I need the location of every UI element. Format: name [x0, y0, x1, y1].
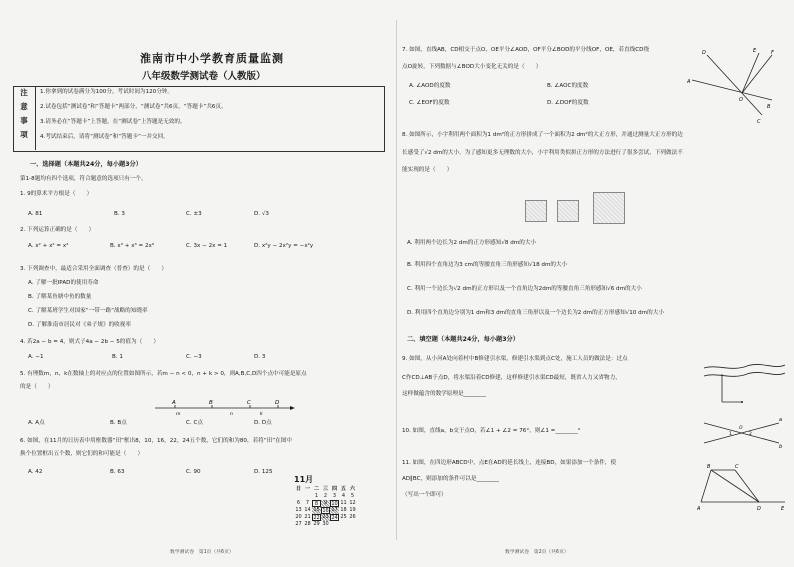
axis-var-m: m — [176, 412, 181, 417]
q4-option-b: B. 1 — [112, 354, 123, 360]
q5-option-c: C. C点 — [186, 420, 203, 426]
calendar-day: 18 — [340, 507, 347, 513]
q11-answer-blank[interactable]: ________ — [476, 476, 499, 482]
exam-subtitle: 八年级数学测试卷（人教版） — [142, 71, 266, 82]
calendar-day: 24 — [331, 515, 338, 521]
q9-answer-blank[interactable]: ________ — [463, 391, 486, 397]
q11-stem-line2: AD∥BC，则添加的条件可以是________ — [402, 476, 499, 482]
calendar-day: 10 — [331, 501, 338, 507]
november-calendar — [294, 474, 360, 528]
calendar-day: 13 — [295, 507, 302, 513]
axis-label-d: D — [275, 400, 280, 406]
q7-option-b: B. ∠AOC的度数 — [547, 83, 589, 89]
q8-option-a: A. 利用两个边长为2 dm的正方形感知√8 dm的大小 — [407, 240, 537, 246]
calendar-weekday: 五 — [340, 486, 346, 492]
calendar-day: 11 — [340, 500, 347, 506]
q6-option-b: B. 63 — [110, 469, 125, 475]
q5-option-d: D. D点 — [254, 420, 272, 426]
section1-intro: 第1-8题均有四个选项，符合题意的选项只有一个。 — [20, 176, 147, 182]
calendar-day: 5 — [350, 493, 355, 499]
q2-option-b: B. x³ + x³ = 2x⁶ — [110, 243, 155, 249]
calendar-day: 2 — [323, 493, 328, 499]
q2-stem: 2. 下列运算正确的是（ ） — [20, 227, 95, 233]
q10-stem-line: 10. 如图，直线a，b交于点O，若∠1 + ∠2 = 76°，则∠1 =________° — [402, 428, 581, 434]
calendar-day: 7 — [305, 500, 310, 506]
notice-item-3: 3.请务必在“答题卡”上答题，在“测试卷”上答题是无效的。 — [40, 119, 186, 125]
q2-option-d: D. x²y − 2x²y = −x²y — [254, 243, 314, 249]
q3-option-c: C. 了解某班学生对国家“一带一路”战略的知晓率 — [28, 308, 148, 314]
calendar-day: 12 — [349, 500, 356, 506]
q1-option-c: C. ±3 — [186, 211, 202, 217]
q8-option-d: D. 利用四个直角边分别为1 dm和3 dm的直角三角形以及一个边长为2 dm的正方形感知√10 dm的大小 — [407, 310, 664, 316]
q7-fig-label-f: F — [771, 50, 774, 56]
q8-stem-line3: 能实现的是（ ） — [402, 167, 453, 173]
q11-figure — [697, 462, 789, 512]
calendar-day: 21 — [304, 514, 311, 520]
calendar-weekday: 三 — [322, 486, 328, 492]
axis-var-n: n — [230, 412, 233, 417]
calendar-day: 8 — [312, 500, 321, 507]
q7-stem-line1: 7. 如图，直线AB，CD相交于点O，OE平分∠AOD，OF平分∠BOD的平分线OF，OE，若直线CD绕 — [402, 47, 650, 53]
calendar-day: 17 — [331, 507, 338, 513]
q5-stem-line2: 的是（ ） — [20, 384, 54, 390]
q8-stem-line2: 长感受了√2 dm的大小。为了感知更多无理数的大小，小宇利用类似拼正方形的方法进行了很多尝试，下列做法不 — [402, 150, 683, 156]
q2-option-a: A. x² + x² = x⁴ — [28, 243, 69, 249]
q10-figure — [699, 415, 784, 449]
q8-small-square-1 — [525, 200, 547, 222]
q9-stem-line2: C作CD⊥AB于点D，将水渠沿着CD修建，这样修建引水渠CD最短，既省人力又省物力， — [402, 375, 621, 381]
q1-option-b: B. 3 — [114, 211, 125, 217]
footer-left: 数学测试卷 第1页（共6页） — [170, 550, 234, 555]
calendar-day — [303, 493, 312, 500]
notice-item-1: 1.你拿到的试卷满分为100分，考试时间为120分钟。 — [40, 89, 173, 95]
q8-option-b: B. 利用四个直角边为3 cm的等腰直角三角形感知√18 dm的大小 — [407, 262, 568, 268]
calendar-day: 25 — [340, 514, 347, 520]
q8-option-c: C. 利用一个边长为√2 dm的正方形以及一个直角边为2dm的等腰直角三角形感知√6 dm的大小 — [407, 286, 642, 292]
q10-answer-blank[interactable]: ________° — [555, 428, 581, 434]
notice-item-2: 2.试卷包括“测试卷”和“答题卡”两部分，“测试卷”共6页，“答题卡”共6页。 — [40, 104, 227, 110]
axis-label-b: B — [209, 400, 213, 406]
footer-right: 数学测试卷 第2页（共6页） — [505, 550, 569, 555]
calendar-day: 14 — [304, 507, 311, 513]
q7-fig-label-o: O — [739, 97, 743, 103]
calendar-day: 9 — [321, 500, 330, 507]
calendar-day: 30 — [322, 521, 329, 527]
calendar-day — [348, 521, 357, 528]
axis-label-c: C — [247, 400, 251, 406]
axis-var-k: k — [260, 412, 263, 417]
q5-number-line — [150, 398, 300, 418]
calendar-day: 6 — [296, 500, 301, 506]
notice-label: 注 意 事 项 — [13, 86, 36, 150]
calendar-weekday: 二 — [313, 486, 319, 492]
q11-stem-line1: 11. 如图，在四边形ABCD中，点E在AD的延长线上，连接BD，如果添加一个条件，使 — [402, 460, 617, 466]
q11-fig-label-e: E — [781, 506, 785, 512]
q1-stem: 1. 9的算术平方根是（ ） — [20, 191, 93, 197]
calendar-day: 16 — [322, 508, 329, 514]
q6-stem-line2: 换个位置框出五个数，则它们的和可能是（ ） — [20, 451, 144, 457]
q4-stem: 4. 若2a − b = 4，则式子4a − 2b − 5的值为（ ） — [20, 339, 159, 345]
q11-fig-label-d: D — [757, 506, 761, 512]
calendar-weekday: 四 — [331, 486, 337, 492]
calendar-month: 11月 — [294, 475, 314, 484]
calendar-day: 15 — [313, 507, 320, 513]
q10-fig-label-2: 2 — [749, 432, 752, 437]
calendar-day: 3 — [332, 493, 337, 499]
calendar-day: 22 — [313, 515, 320, 521]
section1-heading: 一、选择题（本题共24分，每小题3分） — [30, 161, 142, 168]
notice-item-4: 4.考试结束后，请将“测试卷”和“答题卡”一并交回。 — [40, 134, 169, 140]
calendar-day: 29 — [313, 521, 320, 527]
axis-label-a: A — [172, 400, 176, 406]
q4-option-d: D. 3 — [254, 354, 266, 360]
calendar-day: 28 — [304, 521, 311, 527]
calendar-day — [339, 521, 348, 528]
q10-fig-label-b: b — [779, 444, 783, 449]
q9-stem-line3: 这样做蕴含的数学原理是________ — [402, 391, 486, 397]
q7-fig-label-d: D — [702, 50, 706, 56]
q6-stem-line1: 6. 如图，在11月的日历表中用框数器“田”框出8，10，16，22，24五个数，它们的和为80，若将“田”在图中 — [20, 438, 292, 444]
q7-option-a: A. ∠AOD的度数 — [409, 83, 451, 89]
q2-option-c: C. 3x − 2x = 1 — [186, 243, 228, 249]
q5-stem-line1: 5. 有理数m，n，k在数轴上的对应点的位置如图所示，若m − n < 0，n + k > 0，则A,B,C,D四个点中可能是原点 — [20, 371, 307, 377]
q11-fig-label-a: A — [697, 506, 701, 512]
q7-fig-label-a: A — [687, 79, 691, 85]
q7-option-d: D. ∠DOF的度数 — [547, 100, 589, 106]
calendar-weekday: 日 — [295, 486, 301, 492]
page-right — [397, 0, 794, 567]
q1-option-a: A. 81 — [28, 211, 43, 217]
q3-option-a: A. 了解一批IPAD的使用寿命 — [28, 280, 99, 286]
q8-small-square-2 — [557, 200, 579, 222]
q5-option-a: A. A点 — [28, 420, 45, 426]
exam-title: 淮南市中小学教育质量监测 — [140, 52, 284, 65]
q4-option-a: A. −1 — [28, 354, 44, 360]
calendar-day: 1 — [314, 493, 319, 499]
q3-stem: 3. 下列调查中，最适合采用全面调查（普查）的是（ ） — [20, 266, 167, 272]
q6-option-c: C. 90 — [186, 469, 201, 475]
q9-stem-line1: 9. 如图，从小河A处向着村中B修建引水渠，修建引水渠到点C处，施工人员的做法是：过点 — [402, 356, 628, 362]
calendar-weekday: 一 — [304, 486, 310, 492]
q3-option-b: B. 了解某鱼塘中鱼的数量 — [28, 294, 92, 300]
q1-option-d: D. √3 — [254, 211, 269, 217]
q10-fig-label-a: a — [779, 417, 783, 423]
calendar-day: 20 — [295, 514, 302, 520]
calendar-day: 27 — [295, 521, 302, 527]
q4-option-c: C. −3 — [186, 354, 202, 360]
q11-stem-line3: （写出一个即可） — [402, 492, 447, 498]
calendar-day: 26 — [349, 514, 356, 520]
q7-fig-label-c: C — [757, 119, 761, 125]
q8-stem-line1: 8. 如图所示，小宇利用两个面积为1 dm²的正方形拼成了一个面积为2 dm²的大正方形，并通过测量大正方形的边 — [402, 132, 683, 138]
calendar-day: 4 — [341, 493, 346, 499]
calendar-weekday: 六 — [349, 486, 355, 492]
calendar-day — [330, 521, 339, 528]
q3-option-d: D. 了解淮南市居民对《弟子规》的收视率 — [28, 322, 131, 328]
calendar-day: 23 — [322, 514, 329, 520]
calendar-day — [294, 493, 303, 500]
q11-fig-label-c: C — [735, 464, 739, 470]
q10-fig-label-o: O — [739, 426, 743, 431]
q7-option-c: C. ∠EOF的度数 — [409, 100, 450, 106]
q8-large-square — [593, 192, 625, 224]
q10-fig-label-1: 1 — [729, 432, 732, 437]
q7-stem-line2: 点O旋转，下列数据与∠BOD大小变化无关的是（ ） — [402, 64, 542, 70]
calendar-grid — [294, 486, 360, 528]
q5-option-b: B. B点 — [110, 420, 127, 426]
q7-fig-label-b: B — [767, 104, 771, 110]
q6-option-d: D. 125 — [254, 469, 273, 475]
calendar-day: 19 — [349, 507, 356, 513]
q9-river-figure — [702, 356, 787, 406]
q7-figure — [687, 45, 777, 125]
q11-fig-label-b: B — [707, 464, 711, 470]
section2-heading: 二、填空题（本题共24分，每小题3分） — [407, 336, 519, 343]
q6-option-a: A. 42 — [28, 469, 43, 475]
q7-fig-label-e: E — [753, 48, 757, 54]
